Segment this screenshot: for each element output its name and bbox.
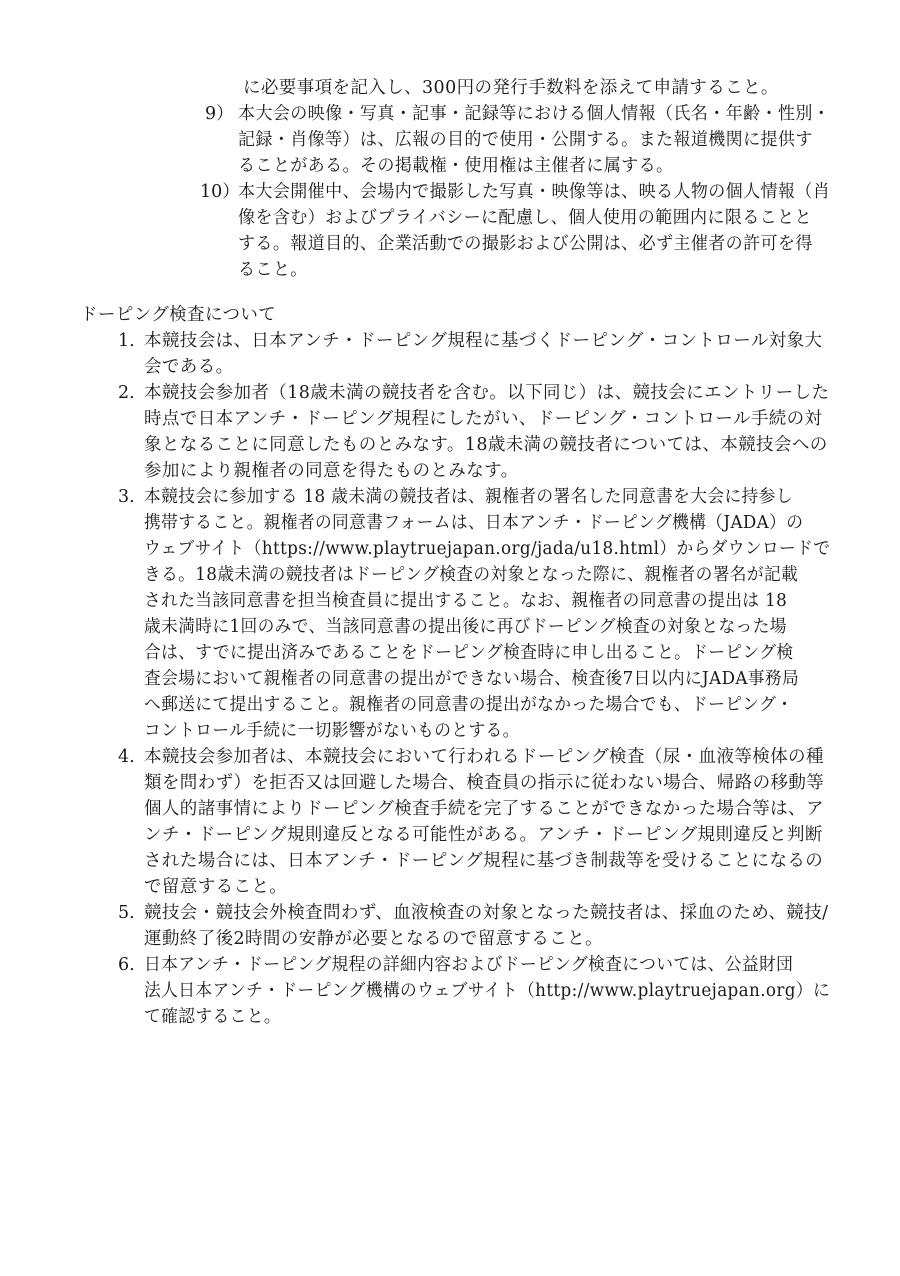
- text-line: ウェブサイト（https://www.playtruejapan.org/jada/u18.html）からダウンロードで: [144, 539, 831, 559]
- text-line: ること。: [238, 260, 308, 280]
- text-line: された当該同意書を担当検査員に提出すること。なお、親権者の同意書の提出は 18: [144, 591, 788, 611]
- doping-item-2-text: [144, 380, 829, 484]
- text-line: 本競技会参加者は、本競技会において行われるドーピング検査（尿・血液等検体の種: [144, 747, 824, 767]
- text-line: へ郵送にて提出すること。親権者の同意書の提出がなかった場合でも、ドーピング・: [144, 695, 794, 715]
- text-line: で留意すること。: [144, 877, 288, 897]
- continuation-text: [243, 75, 779, 101]
- text-line: 類を問わず）を拒否又は回避した場合、検査員の指示に従わない場合、帰路の移動等: [144, 773, 825, 793]
- doping-item-5-text: [144, 900, 828, 952]
- text-line: 本競技会は、日本アンチ・ドーピング規程に基づくドーピング・コントロール対象大: [144, 331, 823, 351]
- text-line: 記録・肖像等）は、広報の目的で使用・公開する。また報道機関に提供す: [238, 130, 813, 150]
- text-line: コントロール手続に一切影響がないものとする。: [144, 721, 520, 741]
- text-line: きる。18歳未満の競技者はドーピング検査の対象となった際に、親権者の署名が記載: [144, 565, 799, 585]
- doping-item-number-4: 4.: [118, 747, 135, 767]
- text-line: 時点で日本アンチ・ドーピング規程にしたがい、ドーピング・コントロール手続の対: [144, 409, 823, 429]
- text-line: 査会場において親権者の同意書の提出ができない場合、検査後7日以内にJADA事務局: [144, 669, 800, 689]
- doping-item-3-text: [144, 484, 863, 744]
- text-line: 本大会開催中、会場内で撮影した写真・映像等は、映る人物の個人情報（肖: [238, 182, 831, 202]
- doping-item-1-text: [144, 328, 822, 380]
- text-line: 携帯すること。親権者の同意書フォームは、日本アンチ・ドーピング機構（JADA）の: [144, 513, 804, 533]
- doping-item-number-5: 5.: [118, 903, 135, 923]
- section-heading: ドーピング検査について: [80, 305, 277, 325]
- text-line: 競技会・競技会外検査問わず、血液検査の対象となった競技者は、採血のため、競技/: [144, 903, 829, 923]
- text-line: する。報道目的、企業活動での撮影および公開は、必ず主催者の許可を得: [238, 234, 813, 254]
- item-number-9: 9）: [205, 104, 234, 124]
- text-line: 本競技会参加者（18歳未満の競技者を含む。以下同じ）は、競技会にエントリーした: [144, 383, 830, 403]
- item-9-text: [238, 101, 847, 179]
- text-line: 法人日本アンチ・ドーピング機構のウェブサイト（http://www.playtruejapan.org）に: [144, 981, 831, 1001]
- doping-item-number-3: 3.: [118, 487, 135, 507]
- item-10-text: [238, 179, 847, 283]
- text-line: 日本アンチ・ドーピング規程の詳細内容およびドーピング検査については、公益財団: [144, 955, 794, 975]
- doping-item-4-text: [144, 744, 824, 900]
- doping-item-number-6: 6.: [118, 955, 135, 975]
- text-line: 参加により親権者の同意を得たものとみなす。: [144, 461, 519, 481]
- text-line: て確認すること。: [144, 1007, 282, 1027]
- text-line: 歳未満時に1回のみで、当該同意書の提出後に再びドーピング検査の対象となった場: [144, 617, 787, 637]
- text-line: 運動終了後2時間の安静が必要となるので留意すること。: [144, 929, 604, 949]
- text-line: 会である。: [144, 357, 234, 377]
- doping-item-number-1: 1.: [118, 331, 135, 351]
- text-line: された場合には、日本アンチ・ドーピング規程に基づき制裁等を受けることになるの: [144, 851, 824, 871]
- text-line: 本大会の映像・写真・記事・記録等における個人情報（氏名・年齢・性別・: [238, 104, 831, 124]
- text-line: 象となることに同意したものとみなす。18歳未満の競技者については、本競技会への: [144, 435, 828, 455]
- text-line: 個人的諸事情によりドーピング検査手続を完了することができなかった場合等は、ア: [144, 799, 824, 819]
- text-line: に必要事項を記入し、300円の発行手数料を添えて申請すること。: [243, 78, 779, 98]
- text-line: ンチ・ドーピング規則違反となる可能性がある。アンチ・ドーピング規則違反と判断: [144, 825, 823, 845]
- doping-item-6-text: [144, 952, 861, 1030]
- text-line: 本競技会に参加する 18 歳未満の競技者は、親権者の署名した同意書を大会に持参し: [144, 487, 793, 507]
- doping-item-number-2: 2.: [118, 383, 135, 403]
- text-line: ることがある。その掲載権・使用権は主催者に属する。: [238, 156, 674, 176]
- text-line: 合は、すでに提出済みであることをドーピング検査時に申し出ること。ドーピング検: [144, 643, 794, 663]
- item-number-10: 10）: [200, 182, 240, 202]
- text-line: 像を含む）およびプライバシーに配慮し、個人使用の範囲内に限ることと: [238, 208, 812, 228]
